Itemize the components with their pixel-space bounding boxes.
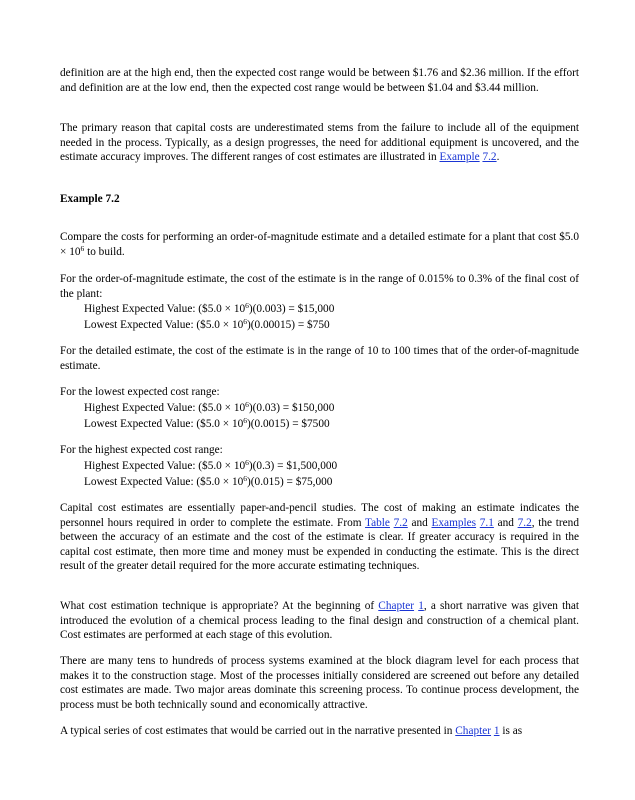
highest-highest-value: Highest Expected Value: ($5.0 × $10^6)(0.3)$ = $1,500,000 [84, 458, 338, 472]
om-highest-value: Highest Expected Value: ($5.0 × $10^6)(0.003)$ = $15,000 [84, 301, 335, 315]
paragraph-example-intro: Compare the costs for performing an order-of-magnitude estimate and a detailed estimate for a plant that cost $5.0 × $10^6$ to build. [60, 231, 579, 258]
table-number-link[interactable]: 7.2 [393, 516, 408, 529]
highest-lowest-value: Lowest Expected Value: ($5.0 × $10^6)(0.015)$ = $75,000 [84, 474, 333, 488]
paragraph-detailed-estimate: For the detailed estimate, the cost of the estimate is in the range of 10 to 100 times that of the order-of-magnitude estimate. [60, 345, 579, 372]
paragraph-typical-series: A typical series of cost estimates that would be carried out in the narrative presented in Chapter 1 is as [60, 725, 523, 737]
lowest-highest-value: Highest Expected Value: ($5.0 × $10^6)(0.03)$ = $150,000 [84, 400, 335, 414]
example-link[interactable]: Example [439, 151, 480, 164]
example-7-1-link[interactable]: 7.1 [479, 516, 494, 529]
paragraph-technique: What cost estimation technique is appropriate? At the beginning of Chapter 1, a short narrative was given that introduced the evolution of a chemical process leading to the final design and construction of a chemical plant. Cost estimates are performed at each stage of this evolution. [60, 600, 580, 642]
table-link[interactable]: Table [365, 516, 390, 529]
paragraph-process-systems: There are many tens to hundreds of process systems examined at the block diagram level for each process that makes it to the construction stage. Most of the processes initially considered are screened out before any detailed cost estimates are made. Two major areas dominate this screening process. To continue process development, the process must be both technically sound and economically attractive. [60, 655, 579, 711]
example-heading: Example 7.2 [60, 193, 120, 205]
paragraph-order-of-magnitude: For the order-of-magnitude estimate, the cost of the estimate is in the range of 0.015% to 0.3% of the final cost of the plant: [60, 273, 579, 300]
chapter-number-link[interactable]: 1 [418, 600, 424, 612]
example-7-2-link[interactable]: 7.2 [517, 516, 532, 529]
highest-range-label: For the highest expected cost range: [60, 444, 223, 456]
paragraph-capital-cost: Capital cost estimates are essentially paper-and-pencil studies. The cost of making an estimate indicates the personnel hours required in order to complete the estimate. From Table 7.2 and Examples 7.1 and 7.2, the trend between the accuracy of an estimate and the cost of the estimate is clear. If greater accuracy is required in the capital cost estimate, then more time and money must be expended in conducting the estimate. This is the direct result of the greater detail required for the more accurate estimating techniques. [60, 502, 579, 573]
om-lowest-value: Lowest Expected Value: ($5.0 × $10^6)(0.00015)$ = $750 [84, 317, 330, 331]
chapter-link-2[interactable]: Chapter [455, 725, 492, 737]
paragraph-cost-range: definition are at the high end, then the expected cost range would be between $1.76 and $2.36 million. If the effort and definition are at the low end, then the expected cost range would be between $1.04 and $3.44 million. [60, 67, 579, 94]
example-number-link[interactable]: 7.2 [482, 151, 497, 164]
lowest-range-label: For the lowest expected cost range: [60, 386, 220, 398]
examples-link[interactable]: Examples [431, 516, 477, 529]
paragraph-primary-reason: The primary reason that capital costs are underestimated stems from the failure to include all of the equipment needed in the process. Typically, as a design progresses, the need for additional equipment is uncovered, and the estimate accuracy improves. The different ranges of cost estimates are illustrated in Example 7.2. [60, 122, 579, 164]
chapter-link[interactable]: Chapter [378, 600, 415, 612]
chapter-number-link-2[interactable]: 1 [493, 725, 500, 737]
lowest-lowest-value: Lowest Expected Value: ($5.0 × $10^6)(0.0015)$ = $7500 [84, 416, 330, 430]
